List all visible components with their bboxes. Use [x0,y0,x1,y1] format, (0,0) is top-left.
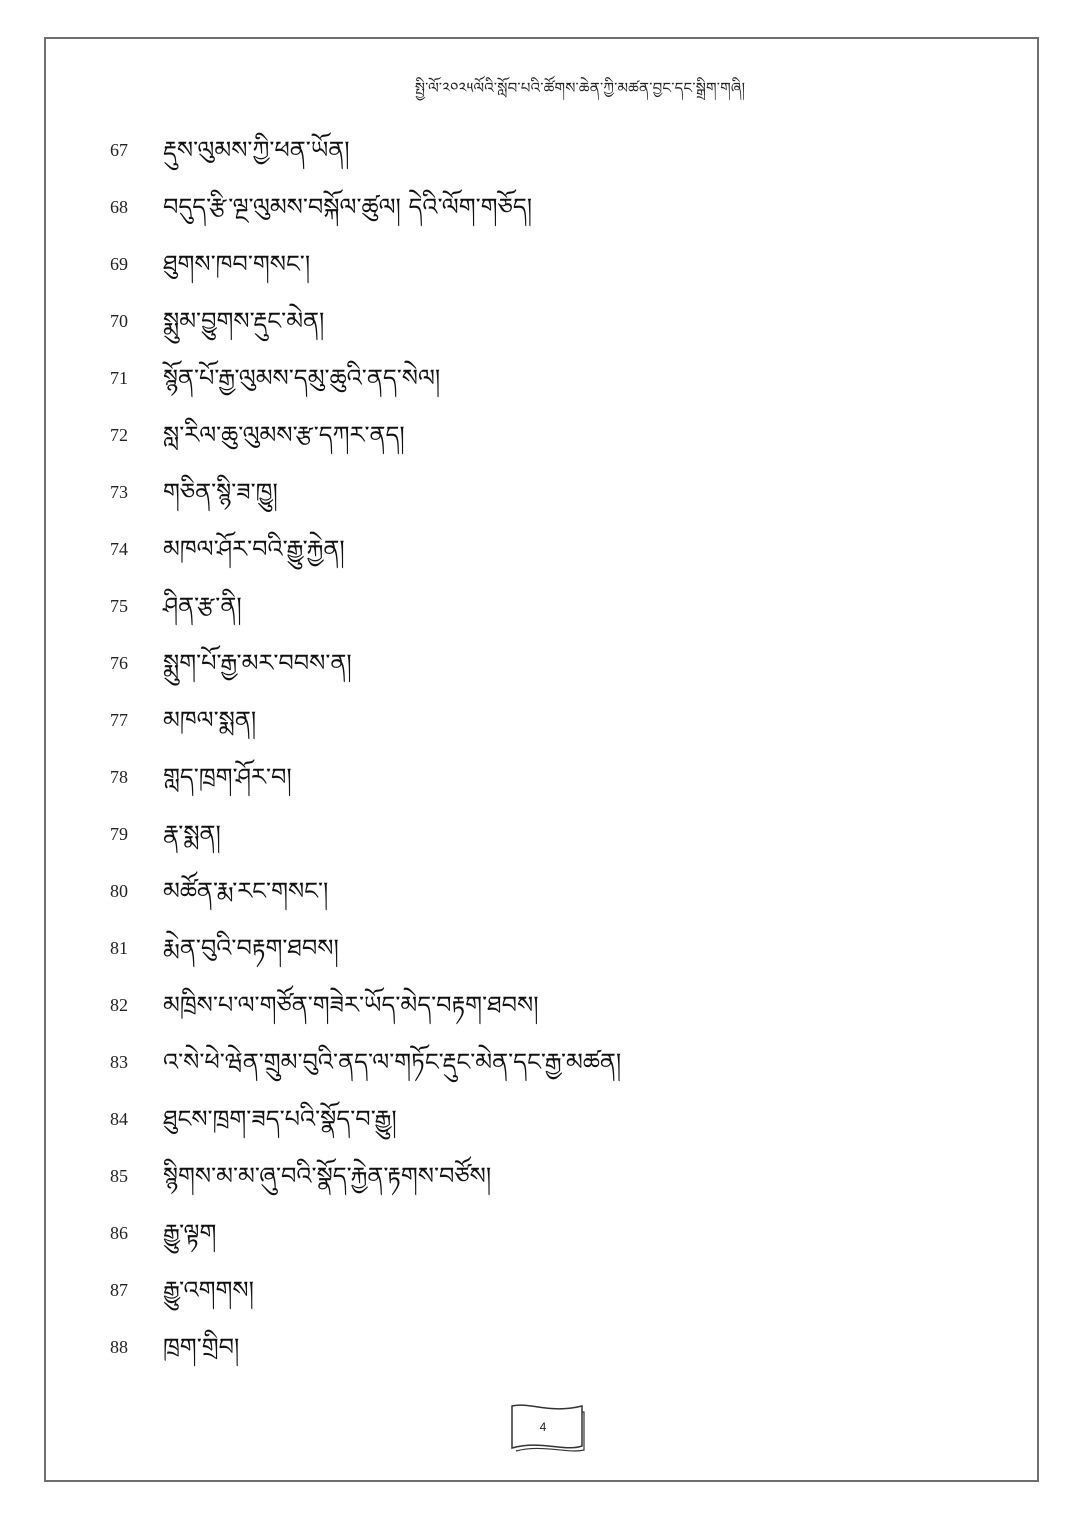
entry-text: སྨུམ་བྱུགས་རྡུང་མེན། [163,307,325,335]
page-number-banner [510,1402,586,1454]
entry-number: 79 [110,824,128,844]
entry-text: སྙིགས་མ་མ་ཞུ་བའི་སྣོད་རྐྱེན་རྟགས་བཙོས། [163,1162,492,1190]
list-item [0,1099,1080,1139]
list-item [0,814,1080,854]
entry-number: 70 [110,311,128,331]
list-item [0,301,1080,341]
list-item [0,529,1080,569]
list-item [0,757,1080,797]
entry-number: 88 [110,1337,128,1357]
entry-number: 73 [110,482,128,502]
list-item [0,130,1080,170]
entry-text: བདུད་རྩི་ལྔ་ལུམས་བསྐོལ་ཚུལ། དེའི་ལོག་གཅོད། [163,193,533,221]
entry-number: 82 [110,995,128,1015]
list-item [0,643,1080,683]
entry-text: སླ་རིལ་ཆུ་ལུམས་རྩ་དཀར་ནད། [163,421,405,449]
entry-number: 80 [110,881,128,901]
entry-text: རྡུས་ལུམས་ཀྱི་ཕན་ཡོན། [163,136,350,164]
list-item [0,871,1080,911]
entry-number: 84 [110,1109,128,1129]
entry-number: 69 [110,254,128,274]
entry-number: 68 [110,197,128,217]
entry-number: 71 [110,368,128,388]
entry-text: ཁྲག་གྲིབ། [163,1333,240,1361]
entry-text: ཤིན་རྩ་ནི། [163,592,242,620]
list-item [0,1270,1080,1310]
entry-number: 72 [110,425,128,445]
entry-text: མཁྲིས་པ་ལ་གཙོན་གཟེར་ཡོད་མེད་བརྟག་ཐབས། [163,991,539,1019]
entry-number: 85 [110,1166,128,1186]
list-item [0,1042,1080,1082]
list-item [0,187,1080,227]
page-number: 4 [539,1420,547,1434]
entry-number: 76 [110,653,128,673]
list-item [0,1213,1080,1253]
entry-number: 83 [110,1052,128,1072]
entry-text: རྨེན་བུའི་བརྟག་ཐབས། [163,934,339,962]
list-item [0,472,1080,512]
entry-number: 78 [110,767,128,787]
entry-number: 81 [110,938,128,958]
entry-number: 75 [110,596,128,616]
entry-text: གཅིན་སྙི་ཟ་ཁྱུ། [163,478,278,506]
entry-text: ཐུགས་ཁབ་གསང་། [163,250,311,278]
list-item [0,700,1080,740]
entry-text: མཁལ་ཤོར་བའི་རྒྱུ་རྐྱེན། [163,535,345,563]
entry-text: མཚོན་རྨ་རང་གསང་། [163,877,329,905]
list-item [0,244,1080,284]
entry-number: 87 [110,1280,128,1300]
entry-text: ཐུངས་ཁྲག་ཟད་པའི་སྣོད་བ་རྒྱུ། [163,1105,397,1133]
list-item [0,928,1080,968]
page-header-title: སྤྱི་ལོ་༢༠༢༥ལོའི་སློབ་པའི་ཚོགས་ཆེན་ཀྱི་མཚན་བྱང་དང་སྒྲིག་གཞི། [414,79,746,97]
entry-text: མཁལ་སྨན། [163,706,257,734]
entry-text: རྒྱུ་འགགས། [163,1276,254,1304]
entry-text: རྒྱུ་ལྟག [163,1219,217,1247]
entry-text: སྙོན་པོ་རྒྱ་ལུམས་དམུ་ཆུའི་ནད་སེལ། [163,364,441,392]
entry-text: འ་སེ་ཕེ་ཝེན་གྲུམ་བུའི་ནད་ལ་གཏོང་རྡུང་མེན་དང་རྒྱ་མཚན། [163,1048,622,1076]
entry-number: 67 [110,140,128,160]
list-item [0,586,1080,626]
list-item [0,358,1080,398]
entry-number: 86 [110,1223,128,1243]
entry-text: སྨུག་པོ་རྒྱ་མར་བབས་ན། [163,649,352,677]
list-item [0,1327,1080,1367]
list-item [0,415,1080,455]
entry-number: 77 [110,710,128,730]
entry-text: རྣ་སྨན། [163,820,221,848]
list-item [0,985,1080,1025]
entry-number: 74 [110,539,128,559]
list-item [0,1156,1080,1196]
entry-text: གླད་ཁྲག་ཤོར་བ། [163,763,292,791]
